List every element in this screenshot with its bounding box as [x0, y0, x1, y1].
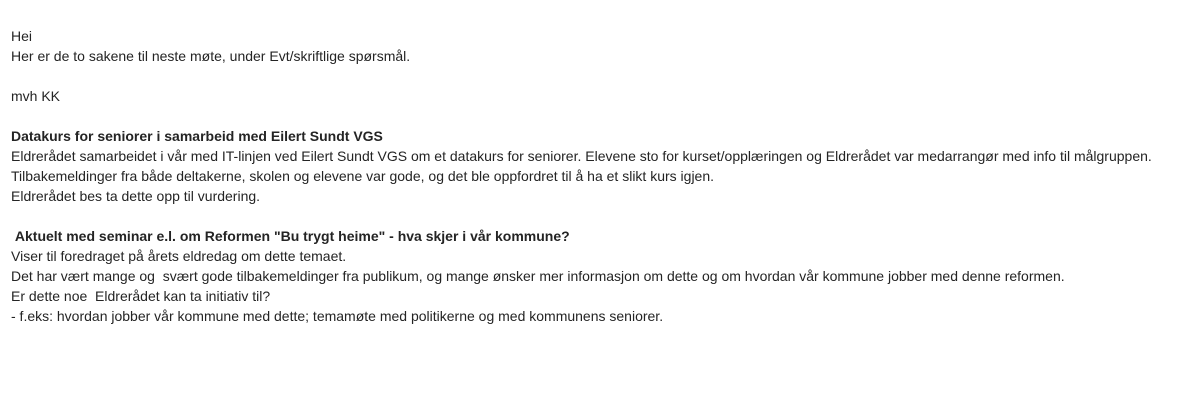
email-body — [11, 26, 1181, 326]
section1-paragraph: Eldrerådet bes ta dette opp til vurdering. — [11, 188, 261, 204]
spacer — [11, 206, 1181, 226]
section1-paragraph: Tilbakemeldinger fra både deltakerne, skolen og elevene var gode, og det ble oppfordret til å ha et slikt kurs igjen. — [11, 168, 715, 184]
section1-heading: Datakurs for seniorer i samarbeid med Eilert Sundt VGS — [11, 128, 383, 144]
spacer — [11, 66, 1181, 86]
section2-paragraph: Det har vært mange og svært gode tilbakemeldinger fra publikum, og mange ønsker mer informasjon om dette og om hvordan vår kommune jobber med denne reformen. — [11, 268, 1065, 284]
intro-text: Her er de to sakene til neste møte, under Evt/skriftlige spørsmål. — [11, 48, 411, 64]
section2-heading: Aktuelt med seminar e.l. om Reformen "Bu trygt heime" - hva skjer i vår kommune? — [11, 228, 570, 244]
greeting: Hei — [11, 28, 33, 44]
signoff: mvh KK — [11, 88, 61, 104]
section2-paragraph: Viser til foredraget på årets eldredag om dette temaet. — [11, 248, 347, 264]
section2-paragraph: - f.eks: hvordan jobber vår kommune med dette; temamøte med politikerne og med kommunens seniorer. — [11, 308, 664, 324]
spacer — [11, 106, 1181, 126]
section2-paragraph: Er dette noe Eldrerådet kan ta initiativ til? — [11, 288, 271, 304]
section1-paragraph: Eldrerådet samarbeidet i vår med IT-linjen ved Eilert Sundt VGS om et datakurs for seniorer. Elevene sto for kurset/opplæringen og Eldrerådet var medarrangør med info til målgruppen. — [11, 148, 1152, 164]
